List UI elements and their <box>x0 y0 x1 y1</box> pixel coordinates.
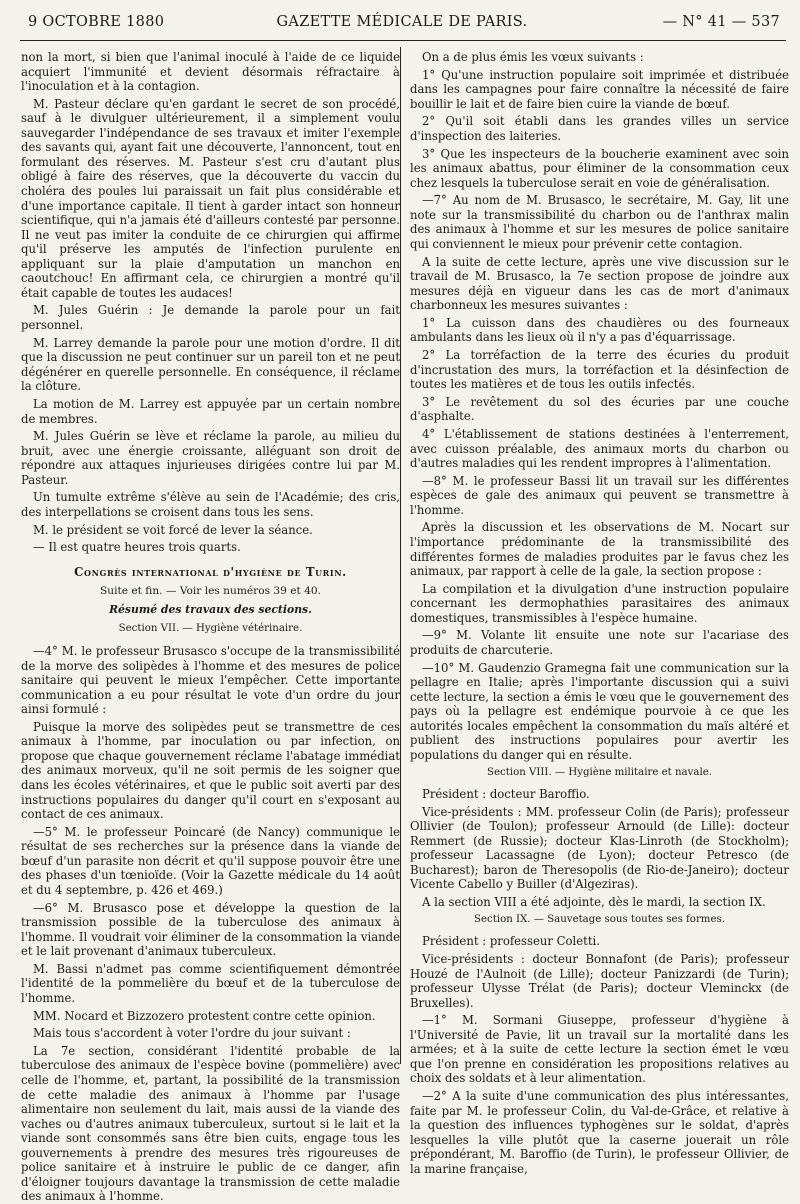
paragraph: —6° M. Brusasco pose et développe la question de la transmission possible de la tuberculose des animaux à l'homme. Il voudrait voir éliminer de la consommation la viande et le lait provenant d'animaux tuberculeux. <box>21 900 400 959</box>
paragraph: —5° M. le professeur Poincaré (de Nancy) communique le résultat de ses recherches sur la présence dans la viande de bœuf d'un parasite non décrit et qu'il suppose pouvoir être une des phases d'un tœnioïde. (Voir la Gazette médicale du 14 août et du 4 septembre, p. 426 et 469.) <box>21 824 400 897</box>
paragraph: —10° M. Gaudenzio Gramegna fait une communication sur la pellagre en Italie; après l'importante discussion qui a suivi cette lecture, la section a émis le vœu que le gouvernement des pays où la pellagre est endémique pourvoie à ce que les autorités locales empêchent la consommation du maïs altéré et publient des instructions populaires pour avertir les populations du danger qui en résulte. <box>410 660 789 762</box>
paragraph: M. Pasteur déclare qu'en gardant le secret de son procédé, sauf à le divulguer ultérieurement, il a simplement voulu sauvegarder l'indépendance de ses travaux et imiter l'exemple des savants qui, ayant fait une découverte, l'annoncent, tout en formulant des réserves. M. Pasteur s'est cru d'autant plus obligé à faire des réserves, que la découverte du vaccin du choléra des poules lui paraissait un fait plus considérable et d'une importance capitale. Il tient à garder intact son honneur scientifique, qui n'a jamais été d'ailleurs contesté par personne. Il ne veut pas imiter la conduite de ce chirurgien qui affirme qu'il préserve les amputés de l'infection purulente en appliquant sur la plaie d'amputation un manchon en caoutchouc! En affirmant cela, ce chirurgien a montré qu'il était capable de toutes les audaces! <box>21 96 400 300</box>
paragraph: Mais tous s'accordent à voter l'ordre du jour suivant : <box>33 1026 351 1041</box>
paragraph: La motion de M. Larrey est appuyée par un certain nombre de membres. <box>21 396 400 426</box>
section-7-heading: Section VII. — Hygiène vétérinaire. <box>118 623 303 635</box>
paragraph: —2° A la suite d'une communication des plus intéressantes, faite par M. le professeur Colin, du Val-de-Grâce, et relative à la question des influences typhogènes sur le soldat, d'après lesquelles la ville plutôt que la caserne jouerait un rôle prépondérant, M. Baroffio (de Turin), le professeur Ollivier, de la marine française, <box>410 1089 789 1176</box>
paragraph: Vice-présidents : docteur Bonnafont (de Paris); professeur Houzé de l'Aulnoit (de Lille); docteur Panizzardi (de Turin); professeur Ulysse Trélat (de Paris); docteur Vleminckx (de Bruxelles). <box>410 951 789 1010</box>
journal-title: GAZETTE MÉDICALE DE PARIS. <box>276 14 528 30</box>
paragraph: Président : docteur Baroffio. <box>422 787 590 802</box>
paragraph: La compilation et la divulgation d'une instruction populaire concernant les dermophathies parasitaires des animaux domestiques, transmissibles à l'espèce humaine. <box>410 581 789 625</box>
issue-date: 9 OCTOBRE 1880 <box>28 14 165 30</box>
paragraph: 3° Le revêtement du sol des écuries par une couche d'asphalte. <box>410 394 789 424</box>
paragraph: 3° Que les inspecteurs de la boucherie examinent avec soin les animaux abattus, pour éliminer de la consommation ceux chez lesquels la tuberculose serait en voie de généralisation. <box>410 146 789 190</box>
paragraph: A la suite de cette lecture, après une vive discussion sur le travail de M. Brusasco, la 7e section propose de joindre aux mesures déjà en vigueur dans les cas de mort d'animaux charbonneux les mesures suivantes : <box>410 254 789 313</box>
right-column <box>410 50 789 1176</box>
paragraph: 1° Qu'une instruction populaire soit imprimée et distribuée dans les campagnes pour faire connaître la nécessité de faire bouillir le lait et de faire bien cuire la viande de bœuf. <box>410 67 789 111</box>
paragraph: La 7e section, considérant l'identité probable de la tuberculose des animaux de l'espèce bovine (pommelière) avec celle de l'homme, et, partant, la possibilité de la transmission de cette maladie des animaux à l'homme par l'usage alimentaire non seulement du lait, mais aussi de la viande des vaches ou d'autres animaux tuberculeux, surtout si le lait et la viande sont consommés sans être bien cuits, engage tous les gouvernements à prendre des mesures très rigoureuses de police sanitaire et à instruire le public de ce danger, afin d'éloigner toujours davantage la transmission de cette maladie des animaux à l'homme. <box>21 1043 400 1204</box>
paragraph: A la section VIII a été adjointe, dès le mardi, la section IX. <box>422 895 766 910</box>
section-8-heading: Section VIII. — Hygiène militaire et navale. <box>487 766 712 778</box>
paragraph: Puisque la morve des solipèdes peut se transmettre de ces animaux à l'homme, par inoculation ou par infection, on propose que chaque gouvernement réclame l'abatage immédiat des animaux morveux, qu'il ne soit permis de les soigner que dans les écoles vétérinaires, et que le public soit averti par des instructions populaires du danger qu'il court en s'exposant au contact de ces animaux. <box>21 719 400 822</box>
column-divider <box>400 47 401 1064</box>
section-9-heading: Section IX. — Sauvetage sous toutes ses formes. <box>474 913 725 925</box>
paragraph: —8° M. le professeur Bassi lit un travail sur les différentes espèces de gale des animaux qui peuvent se transmettre à l'homme. <box>410 473 789 517</box>
paragraph: —1° M. Sormani Giuseppe, professeur d'hygiène à l'Université de Pavie, lit un travail sur la mortalité dans les armées; et à la suite de cette lecture la section émet le vœu que l'on prenne en considération les propositions relatives au choix des soldats et à leur alimentation. <box>410 1013 789 1086</box>
paragraph: Un tumulte extrême s'élève au sein de l'Académie; des cris, des interpellations se croisent dans tous les sens. <box>21 490 400 519</box>
paragraph: 4° L'établissement de stations destinées à l'enterrement, avec cuisson préalable, des animaux morts du charbon ou d'autres maladies qui les rendent impropres à l'alimentation. <box>410 426 789 471</box>
paragraph: —7° Au nom de M. Brusasco, le secrétaire, M. Gay, lit une note sur la transmissibilité du charbon ou de l'anthrax malin des animaux à l'homme et sur les mesures de police sanitaire qui conviennent le mieux pour prévenir cette contagion. <box>410 193 789 251</box>
summary-heading: Résumé des travaux des sections. <box>109 602 312 616</box>
paragraph: M. Jules Guérin se lève et réclame la parole, au milieu du bruit, avec une énergie croissante, alléguant son droit de répondre aux attaques injurieuses dirigées contre lui par M. Pasteur. <box>21 429 400 487</box>
paragraph: Vice-présidents : MM. professeur Colin (de Paris); professeur Ollivier (de Toulon); professeur Arnould (de Lille): docteur Remmert (de Russie); docteur Klas-Linroth (de Stockholm); professeur Lacassagne (de Lyon); docteur Petresco (de Bucharest); baron de Theresopolis (de Rio-de-Janeiro); docteur Vicente Cabello y Builler (d'Algeziras). <box>410 804 789 892</box>
paragraph: MM. Nocard et Bizzozero protestent contre cette opinion. <box>33 1008 376 1023</box>
paragraph: M. Jules Guérin : Je demande la parole pour un fait personnel. <box>21 303 400 333</box>
paragraph: —4° M. le professeur Brusasco s'occupe de la transmissibilité de la morve des solipèdes à l'homme et des mesures de police sanitaire qui peuvent le mieux l'empêcher. Cette importante communication a eu pour résultat le vote d'un ordre du jour ainsi formulé : <box>21 643 400 717</box>
page-header <box>22 10 782 40</box>
paragraph: 1° La cuisson dans des chaudières ou des fourneaux ambulants dans les lieux où il n'y a pas d'équarrissage. <box>410 315 789 345</box>
paragraph: Président : professeur Coletti. <box>422 934 600 949</box>
paragraph: M. Larrey demande la parole pour une motion d'ordre. Il dit que la discussion ne peut continuer sur un pareil ton et ne peut dégénérer en querelle personnelle. En conséquence, il réclame la clôture. <box>21 335 400 394</box>
paragraph: — Il est quatre heures trois quarts. <box>33 540 241 555</box>
congress-heading: Congrès international d'hygiène de Turin. <box>74 564 347 579</box>
paragraph: On a de plus émis les vœux suivants : <box>422 50 644 64</box>
left-column <box>21 50 400 1204</box>
paragraph: Après la discussion et les observations de M. Nocart sur l'importance prédominante de la transmissibilité des différentes formes de maladies produites par le favus chez les animaux, par rapport à celle de la gale, la section propose : <box>410 520 789 579</box>
paragraph: M. Bassi n'admet pas comme scientifiquement démontrée l'identité de la pommelière du bœuf et de la tuberculose de l'homme. <box>21 961 400 1005</box>
paragraph: 2° La torréfaction de la terre des écuries du produit d'incrustation des murs, la torréfaction et la désinfection de toutes les matières et de tous les outils infectés. <box>410 348 789 392</box>
issue-page-number: — N° 41 — 537 <box>662 14 780 30</box>
paragraph: —9° M. Volante lit ensuite une note sur l'acariase des produits de charcuterie. <box>410 628 789 657</box>
paragraph: 2° Qu'il soit établi dans les grandes villes un service d'inspection des laiteries. <box>410 114 789 143</box>
header-rule <box>20 40 786 41</box>
congress-subheading: Suite et fin. — Voir les numéros 39 et 40. <box>100 585 321 598</box>
paragraph: M. le président se voit forcé de lever la séance. <box>33 522 313 537</box>
paragraph: non la mort, si bien que l'animal inoculé à l'aide de ce liquide acquiert l'immunité et devient désormais réfractaire à l'inoculation et à la contagion. <box>21 50 400 94</box>
